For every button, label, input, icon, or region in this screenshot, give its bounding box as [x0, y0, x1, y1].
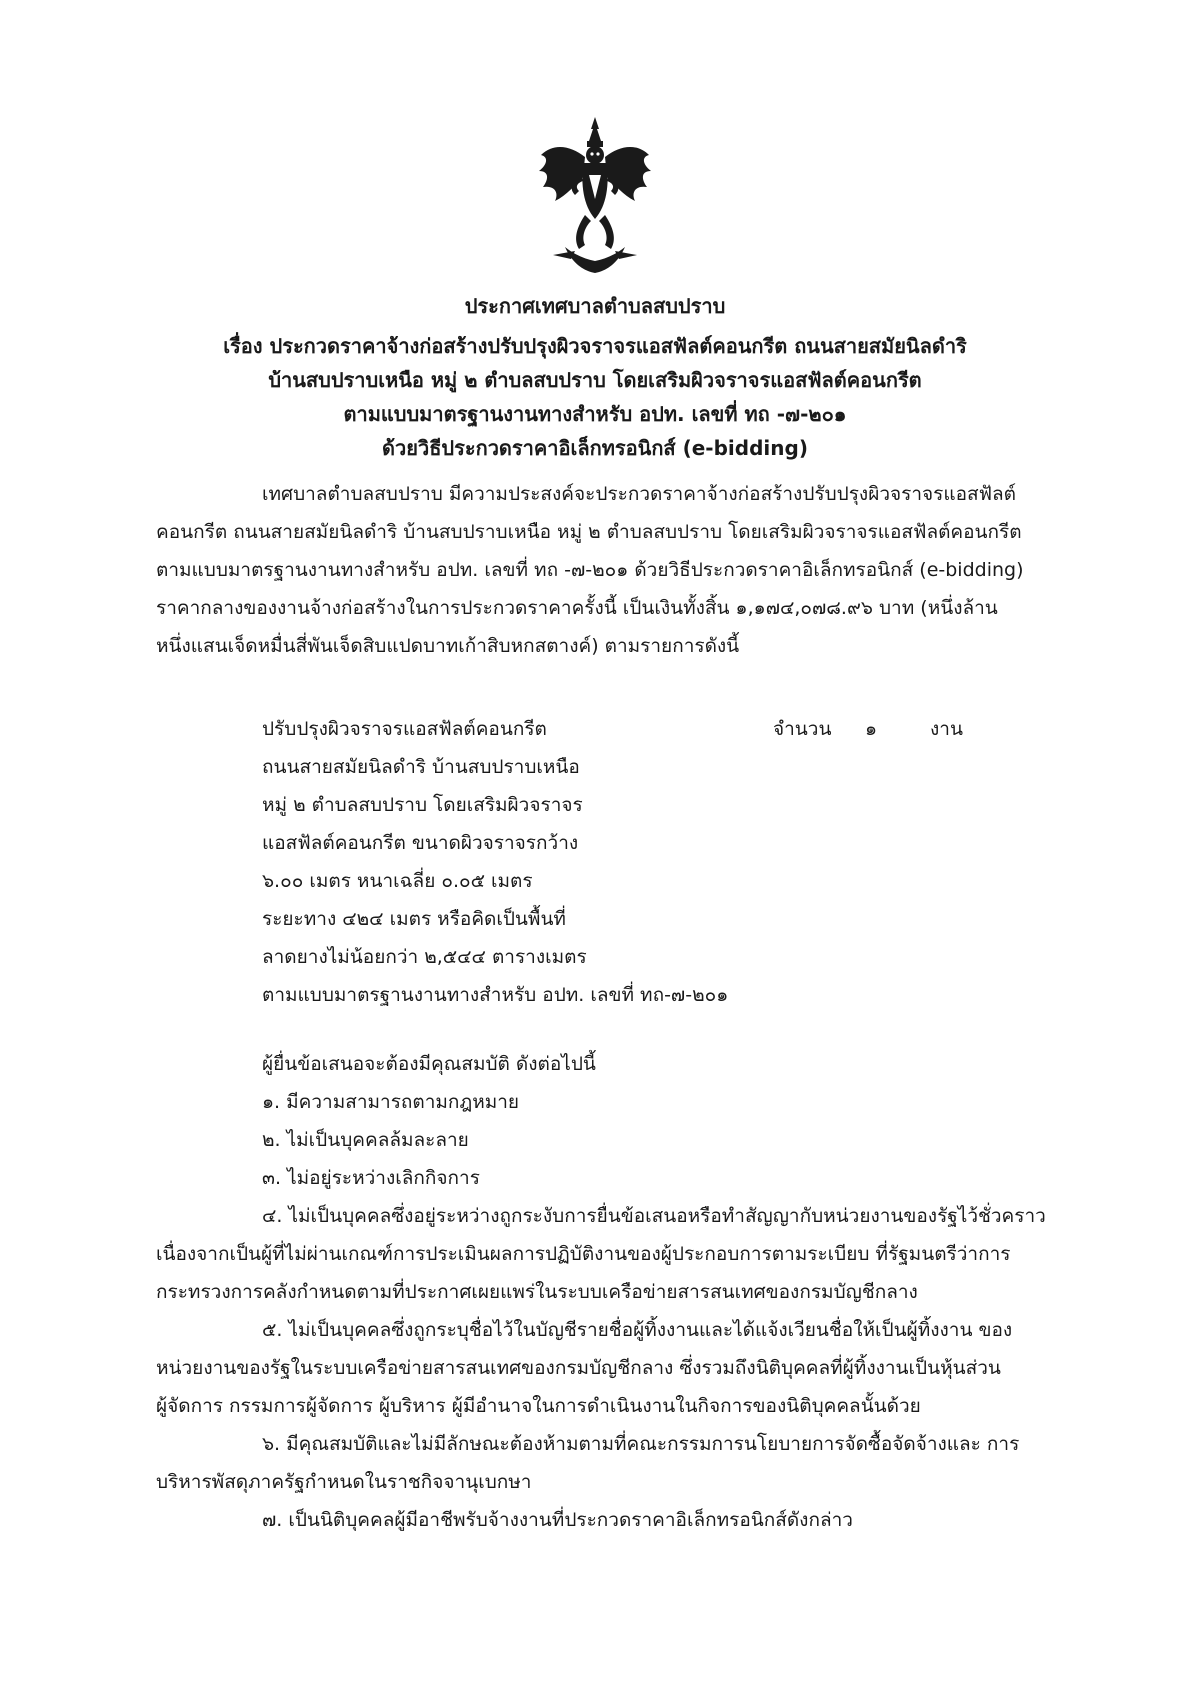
qualification-line: เนื่องจากเป็นผู้ที่ไม่ผ่านเกณฑ์การประเมินผลการปฏิบัติงานของผู้ประกอบการตามระเบียบ ที่รัฐมนตรีว่าการ — [156, 1243, 1011, 1265]
intro-line: เทศบาลตำบลสบปราบ มีความประสงค์จะประกวดราคาจ้างก่อสร้างปรับปรุงผิวจราจรแอสฟัลต์ — [262, 483, 1017, 505]
intro-line: ตามแบบมาตรฐานงานทางสำหรับ อปท. เลขที่ ทถ -๗-๒๐๑ ด้วยวิธีประกวดราคาอิเล็กทรอนิกส์ (e-bidding) — [156, 559, 1024, 581]
qualifications-heading: ผู้ยื่นข้อเสนอจะต้องมีคุณสมบัติ ดังต่อไปนี้ — [262, 1053, 596, 1075]
qualification-line: ๓. ไม่อยู่ระหว่างเลิกกิจการ — [262, 1167, 480, 1189]
item-description-line: หมู่ ๒ ตำบลสบปราบ โดยเสริมผิวจราจร — [262, 794, 583, 816]
item-qty-unit: งาน — [930, 718, 963, 740]
qualification-line: ๒. ไม่เป็นบุคคลล้มละลาย — [262, 1129, 469, 1151]
announcement-title: ประกาศเทศบาลตำบลสบปราบ — [464, 294, 726, 318]
subject-line-4: ด้วยวิธีประกวดราคาอิเล็กทรอนิกส์ (e-bidding) — [382, 436, 808, 460]
item-qty-label: จำนวน — [773, 718, 832, 740]
item-description-line: แอสฟัลต์คอนกรีต ขนาดผิวจราจรกว้าง — [262, 832, 579, 854]
qualification-line: บริหารพัสดุภาครัฐกำหนดในราชกิจจานุเบกษา — [156, 1471, 532, 1493]
garuda-emblem-icon — [535, 115, 655, 275]
item-description-line: ถนนสายสมัยนิลดำริ บ้านสบปราบเหนือ — [262, 756, 580, 778]
item-description-line: ระยะทาง ๔๒๔ เมตร หรือคิดเป็นพื้นที่ — [262, 908, 566, 930]
subject-line-2: บ้านสบปราบเหนือ หมู่ ๒ ตำบลสบปราบ โดยเสริมผิวจราจรแอสฟัลต์คอนกรีต — [268, 368, 922, 392]
qualification-line: หน่วยงานของรัฐในระบบเครือข่ายสารสนเทศของกรมบัญชีกลาง ซึ่งรวมถึงนิติบุคคลที่ผู้ทิ้งงานเป็นหุ้นส่วน — [156, 1357, 1001, 1379]
item-description-line: ปรับปรุงผิวจราจรแอสฟัลต์คอนกรีต — [262, 718, 547, 740]
item-qty-value: ๑ — [865, 718, 878, 740]
intro-line: หนึ่งแสนเจ็ดหมื่นสี่พันเจ็ดสิบแปดบาทเก้าสิบหกสตางค์) ตามรายการดังนี้ — [156, 635, 740, 657]
qualification-line: ผู้จัดการ กรรมการผู้จัดการ ผู้บริหาร ผู้มีอำนาจในการดำเนินงานในกิจการของนิติบุคคลนั้นด้วย — [156, 1395, 921, 1417]
qualification-line: ๖. มีคุณสมบัติและไม่มีลักษณะต้องห้ามตามที่คณะกรรมการนโยบายการจัดซื้อจัดจ้างและ การ — [262, 1433, 1020, 1455]
qualification-line: ๑. มีความสามารถตามกฎหมาย — [262, 1091, 520, 1113]
qualification-line: ๗. เป็นนิติบุคคลผู้มีอาชีพรับจ้างงานที่ประกวดราคาอิเล็กทรอนิกส์ดังกล่าว — [262, 1509, 853, 1531]
intro-line: ราคากลางของงานจ้างก่อสร้างในการประกวดราคาครั้งนี้ เป็นเงินทั้งสิ้น ๑,๑๗๔,๐๗๘.๙๖ บาท (หนึ่งล้าน — [156, 597, 998, 619]
qualification-line: ๔. ไม่เป็นบุคคลซึ่งอยู่ระหว่างถูกระงับการยื่นข้อเสนอหรือทำสัญญากับหน่วยงานของรัฐไว้ชั่วคราว — [262, 1205, 1046, 1227]
subject-line-1: เรื่อง ประกวดราคาจ้างก่อสร้างปรับปรุงผิวจราจรแอสฟัลต์คอนกรีต ถนนสายสมัยนิลดำริ — [223, 334, 967, 358]
intro-line: คอนกรีต ถนนสายสมัยนิลดำริ บ้านสบปราบเหนือ หมู่ ๒ ตำบลสบปราบ โดยเสริมผิวจราจรแอสฟัลต์คอนกรีต — [156, 521, 1022, 543]
item-description-line: ลาดยางไม่น้อยกว่า ๒,๕๔๔ ตารางเมตร — [262, 946, 587, 968]
qualification-line: ๕. ไม่เป็นบุคคลซึ่งถูกระบุชื่อไว้ในบัญชีรายชื่อผู้ทิ้งงานและได้แจ้งเวียนชื่อให้เป็นผู้ทิ้งงาน ของ — [262, 1319, 1013, 1341]
item-description-line: ๖.๐๐ เมตร หนาเฉลี่ย ๐.๐๕ เมตร — [262, 870, 533, 892]
qualification-line: กระทรวงการคลังกำหนดตามที่ประกาศเผยแพร่ในระบบเครือข่ายสารสนเทศของกรมบัญชีกลาง — [156, 1281, 918, 1303]
subject-line-3: ตามแบบมาตรฐานงานทางสำหรับ อปท. เลขที่ ทถ -๗-๒๐๑ — [343, 402, 847, 426]
item-description-line: ตามแบบมาตรฐานงานทางสำหรับ อปท. เลขที่ ทถ-๗-๒๐๑ — [262, 984, 729, 1006]
